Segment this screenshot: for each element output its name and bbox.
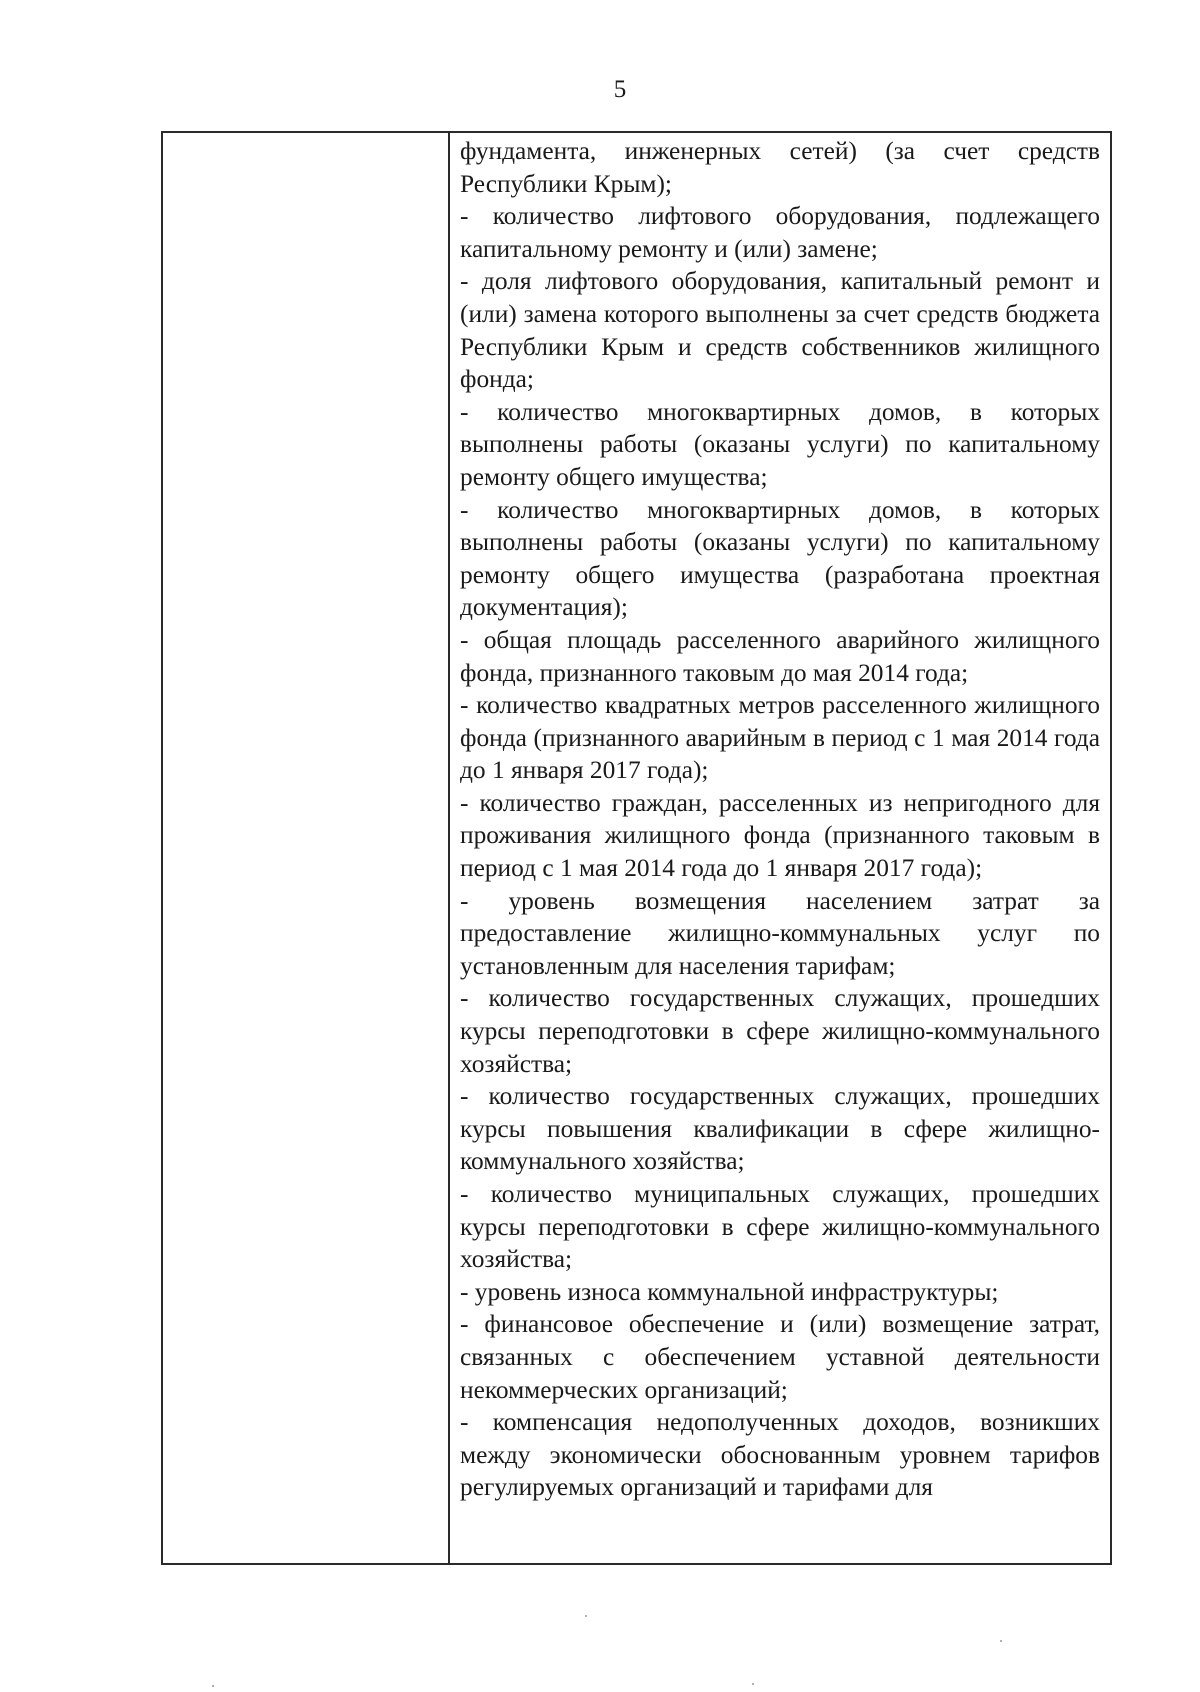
indicator-item: фундамента, инженерных сетей) (за счет средств Республики Крым); bbox=[460, 137, 1100, 198]
indicator-item: - компенсация недополученных доходов, возникших между экономически обоснованным уровнем тарифов регулируемых организаций и тарифами для bbox=[460, 1408, 1100, 1502]
scan-speck bbox=[752, 1683, 754, 1685]
indicator-item: - финансовое обеспечение и (или) возмещение затрат, связанных с обеспечением уставной деятельности некоммерческих организаций; bbox=[460, 1310, 1100, 1404]
indicator-item: - доля лифтового оборудования, капитальный ремонт и (или) замена которого выполнены за счет средств бюджета Республики Крым и средств собственников жилищного фонда; bbox=[460, 267, 1100, 394]
indicator-item: - уровень износа коммунальной инфраструктуры; bbox=[460, 1277, 999, 1306]
document-table bbox=[161, 131, 1112, 1565]
indicator-item: - количество квадратных метров расселенного жилищного фонда (признанного аварийным в период с 1 мая 2014 года до 1 января 2017 года); bbox=[460, 691, 1100, 785]
indicator-item: - количество многоквартирных домов, в которых выполнены работы (оказаны услуги) по капитальному ремонту общего имущества (разработана проектная документация); bbox=[460, 495, 1100, 622]
scan-speck bbox=[1000, 1640, 1002, 1642]
indicator-item: - количество лифтового оборудования, подлежащего капитальному ремонту и (или) замене; bbox=[460, 202, 1100, 263]
page-number: 5 bbox=[613, 76, 627, 103]
table-left-cell bbox=[163, 133, 450, 1563]
scan-speck bbox=[212, 1685, 214, 1687]
indicator-item: - количество государственных служащих, прошедших курсы повышения квалификации в сфере жилищно-коммунального хозяйства; bbox=[460, 1082, 1100, 1176]
indicator-item: - количество граждан, расселенных из непригодного для проживания жилищного фонда (признанного таковым в период с 1 мая 2014 года до 1 января 2017 года); bbox=[460, 788, 1100, 883]
table-right-cell bbox=[450, 133, 1110, 1563]
scan-speck bbox=[585, 1615, 587, 1617]
indicator-item: - количество многоквартирных домов, в которых выполнены работы (оказаны услуги) по капитальному ремонту общего имущества; bbox=[460, 397, 1100, 491]
indicator-item: - уровень возмещения населением затрат за предоставление жилищно-коммунальных услуг по установленным для населения тарифам; bbox=[460, 886, 1100, 980]
indicator-item: - количество государственных служащих, прошедших курсы переподготовки в сфере жилищно-коммунального хозяйства; bbox=[460, 984, 1100, 1078]
indicator-item: - общая площадь расселенного аварийного жилищного фонда, признанного таковым до мая 2014 года; bbox=[460, 625, 1100, 687]
indicator-item: - количество муниципальных служащих, прошедших курсы переподготовки в сфере жилищно-коммунального хозяйства; bbox=[460, 1180, 1100, 1274]
